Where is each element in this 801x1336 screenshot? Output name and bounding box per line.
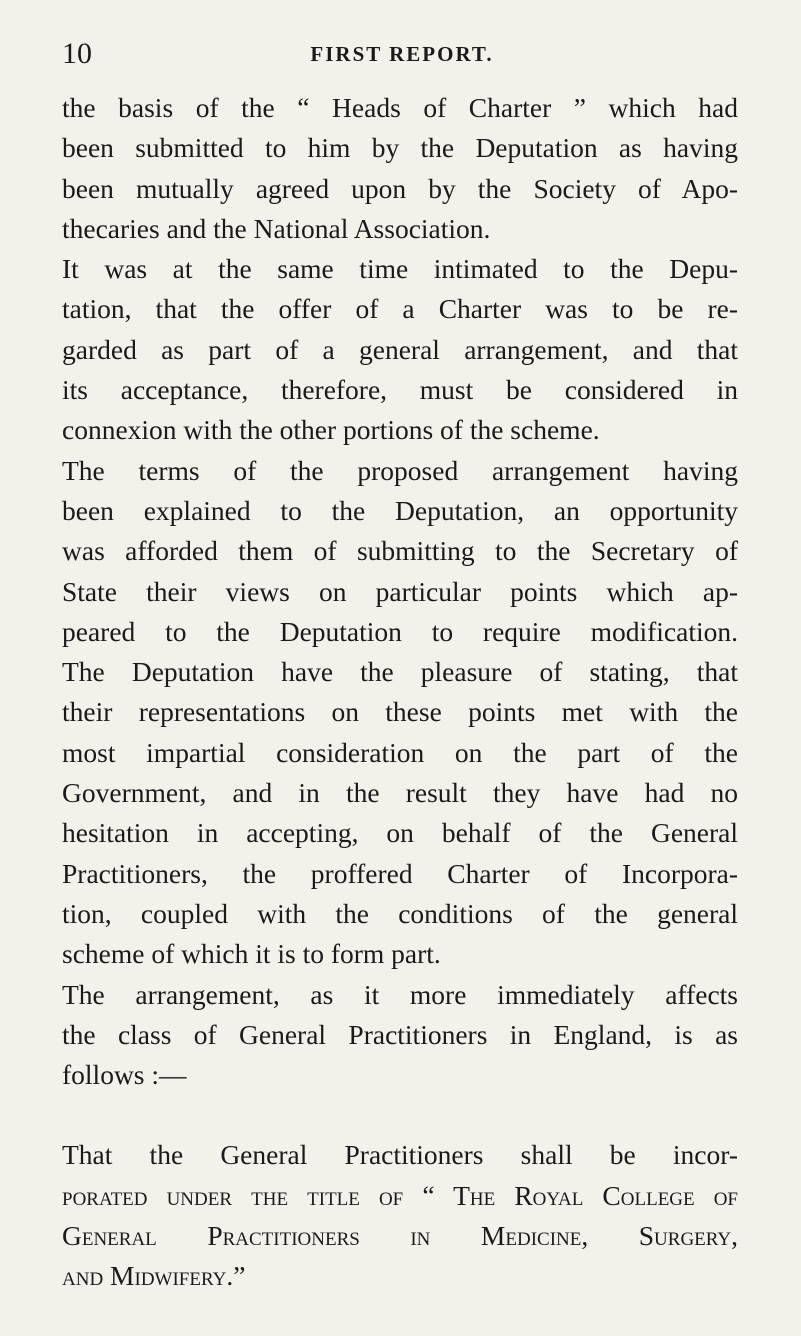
text-line: That the General Practitioners shall be incor- bbox=[62, 1139, 738, 1171]
text-line: The Deputation have the pleasure of stating, that bbox=[62, 656, 738, 688]
text-line: It was at the same time intimated to the Depu- bbox=[62, 253, 738, 285]
body-text bbox=[62, 88, 738, 1297]
text-line: State their views on particular points which ap- bbox=[62, 575, 738, 607]
text-line: the class of General Practitioners in England, is as bbox=[62, 1018, 738, 1050]
text-line: connexion with the other portions of the scheme. bbox=[62, 414, 600, 446]
text-line: thecaries and the National Association. bbox=[62, 212, 491, 244]
text-line: General Practitioners in Medicine, Surgery, bbox=[62, 1220, 738, 1252]
text-line: follows :— bbox=[62, 1059, 187, 1091]
text-line: The terms of the proposed arrangement having bbox=[62, 454, 738, 486]
text-line: the basis of the “ Heads of Charter ” which had bbox=[62, 92, 738, 123]
text-line: was afforded them of submitting to the Secretary of bbox=[62, 535, 738, 567]
text-line: most impartial consideration on the part of the bbox=[62, 736, 738, 768]
text-line: peared to the Deputation to require modification. bbox=[62, 615, 738, 647]
text-line: and Midwifery.” bbox=[62, 1260, 246, 1292]
text-line: been mutually agreed upon by the Society of Apo- bbox=[62, 172, 738, 204]
text-line: garded as part of a general arrangement, and that bbox=[62, 333, 738, 365]
text-line: scheme of which it is to form part. bbox=[62, 938, 441, 970]
text-line: their representations on these points met with the bbox=[62, 696, 738, 728]
text-line: The arrangement, as it more immediately affects bbox=[62, 978, 738, 1010]
text-line: been explained to the Deputation, an opportunity bbox=[62, 494, 738, 526]
paragraph-gap bbox=[62, 1095, 738, 1135]
text-line: tation, that the offer of a Charter was to be re- bbox=[62, 293, 738, 325]
running-head: FIRST REPORT. bbox=[310, 42, 494, 66]
text-line: Practitioners, the proffered Charter of Incorpora- bbox=[62, 857, 738, 889]
text-line: tion, coupled with the conditions of the general bbox=[62, 897, 738, 929]
text-line: porated under the title of “ The Royal College of bbox=[62, 1179, 738, 1211]
text-line: hesitation in accepting, on behalf of the General bbox=[62, 817, 738, 849]
page-header bbox=[62, 34, 742, 74]
text-line: been submitted to him by the Deputation as having bbox=[62, 132, 738, 164]
text-line: its acceptance, therefore, must be considered in bbox=[62, 374, 738, 406]
text-line: Government, and in the result they have had no bbox=[62, 777, 738, 809]
page-number: 10 bbox=[62, 37, 92, 70]
